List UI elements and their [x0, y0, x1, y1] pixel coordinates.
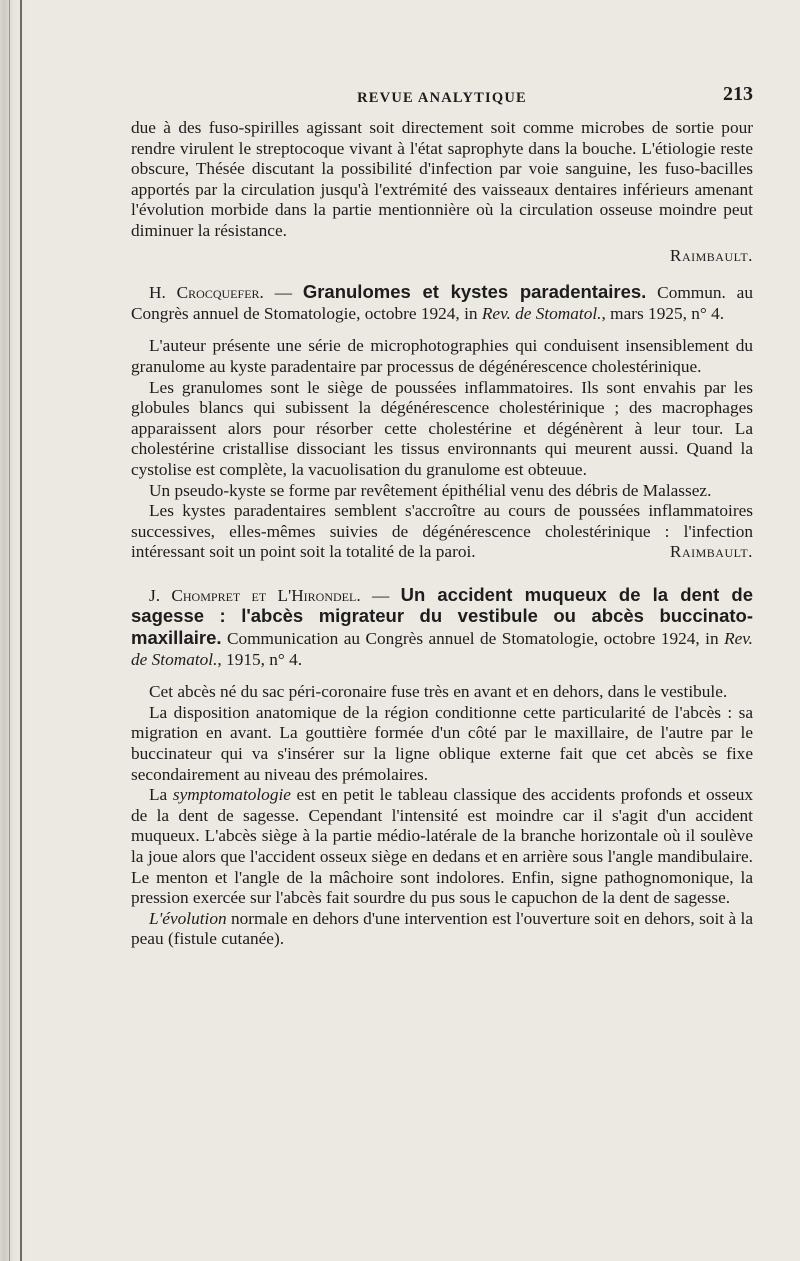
page-number: 213 — [723, 83, 753, 105]
entry-paragraph: Cet abcès né du sac péri-coronaire fuse très en avant et en dehors, dans le vestibule. — [149, 682, 728, 702]
entry-citation-lead: Communication au Congrès annuel de Stomatologie, octobre 1924, in — [221, 629, 725, 649]
entry-paragraph: Un pseudo-kyste se forme par revêtement épithélial venu des débris de Malassez. — [149, 480, 712, 500]
entry-paragraph-text: Les kystes paradentaires semblent s'accroître au cours de poussées inflammatoires successives, elles-mêmes suivies de dégénérescence cholestérinique : l'infection intéressant soit un point soit la totalité de la paroi. — [131, 501, 753, 562]
entry-journal: Rev. de Stomatol. — [131, 629, 753, 669]
entry-author: J. Chompret et L'Hirondel. — [149, 585, 361, 605]
italic-term: L'évolution — [149, 908, 227, 928]
binding-gutter-line — [20, 0, 22, 1261]
entry-dash: — — [263, 283, 303, 303]
entry-paragraph: La disposition anatomique de la région conditionne cette particularité de l'abcès : sa migration en avant. La gouttière formée d'un côté par le maxillaire, de l'autre par le buccinateur qui va s'insérer sur la ligne oblique externe fait que cet abcès se fixe secondairement au niveau des prémolaires. — [131, 702, 753, 784]
running-head — [131, 84, 753, 118]
entry-citation-lead: Commun. au Congrès annuel de Stomatologie, octobre 1924, in — [131, 283, 753, 323]
signature-raimbault-2: Raimbault. — [669, 542, 753, 562]
entry-heading — [131, 282, 753, 324]
review-entry-crocquefer — [131, 282, 753, 563]
entry-author: H. Crocquefer. — [149, 283, 264, 303]
entry-title: Un accident muqueux de la dent de sagesse : l'abcès migrateur du vestibule ou abcès buccinato-maxillaire. — [131, 583, 753, 649]
continued-paragraph: due à des fuso-spirilles agissant soit directement soit comme microbes de sortie pour rendre virulent le streptocoque vivant à l'état saprophyte dans la bouche. L'étiologie reste obscure, Thésée discutant la possibilité d'infection par voie sanguine, les fuso-bacilles apportés par la circulation jusqu'à l'extrémité des vaisseaux dentaires inférieurs amenant l'évolution morbide dans la partie mentionnière où la circulation osseuse moindre peut diminuer la résistance. — [131, 118, 753, 240]
entry-dash: — — [360, 585, 401, 605]
journal-page — [131, 84, 753, 950]
binding-edge-line — [9, 0, 10, 1261]
entry-heading — [131, 585, 753, 670]
review-entry-chompret — [131, 585, 753, 950]
entry-paragraph-evolution — [131, 909, 753, 950]
paragraph-lead: La — [149, 785, 173, 805]
entry-paragraph: Les granulomes sont le siège de poussées inflammatoires. Ils sont envahis par les globules blancs qui subissent la dégénérescence cholestérinique ; des macrophages apparaissent alors pour résorber cette cholestérine et dégénèrent à leur tour. La cholestérine cristallise dissociant les tissus environnants qui meurent aussi. Quand la cystolise est complète, la vacuolisation du granulome est obteuue. — [131, 377, 753, 479]
entry-citation-tail: , mars 1925, n° 4. — [601, 303, 725, 323]
running-title: REVUE ANALYTIQUE — [357, 90, 527, 106]
entry-citation-tail: , 1915, n° 4. — [217, 649, 303, 669]
signature-raimbault-1: Raimbault. — [669, 245, 753, 265]
entry-journal: Rev. de Stomatol. — [481, 303, 602, 323]
paragraph-text: normale en dehors d'une intervention est l'ouverture soit en dehors, soit à la peau (fistule cutanée). — [131, 908, 753, 949]
italic-term: symptomatologie — [172, 785, 291, 805]
entry-paragraph: L'auteur présente une série de microphotographies qui conduisent insensiblement du granulome au kyste paradentaire par processus de dégénérescence cholestérinique. — [131, 336, 753, 376]
entry-title: Granulomes et kystes paradentaires. — [302, 281, 647, 303]
book-spine-shadow — [0, 0, 30, 1261]
entry-paragraph — [131, 501, 753, 563]
paragraph-text: est en petit le tableau classique des accidents profonds et osseux de la dent de sagesse. Cependant l'intensité est moindre car il s'agit d'un accident muqueux. L'abcès siège à la partie médio-latérale de la branche horizontale où il soulève la joue alors que l'accident osseux siège en dedans et en arrière sous l'angle mandibulaire. Le menton et l'angle de la mâchoire sont indolores. Enfin, signe pathognomonique, la pression exercée sur l'abcès fait sourdre du pus sous le capuchon de la dent de sagesse. — [131, 785, 753, 908]
entry-paragraph-symptomatologie — [131, 785, 753, 909]
